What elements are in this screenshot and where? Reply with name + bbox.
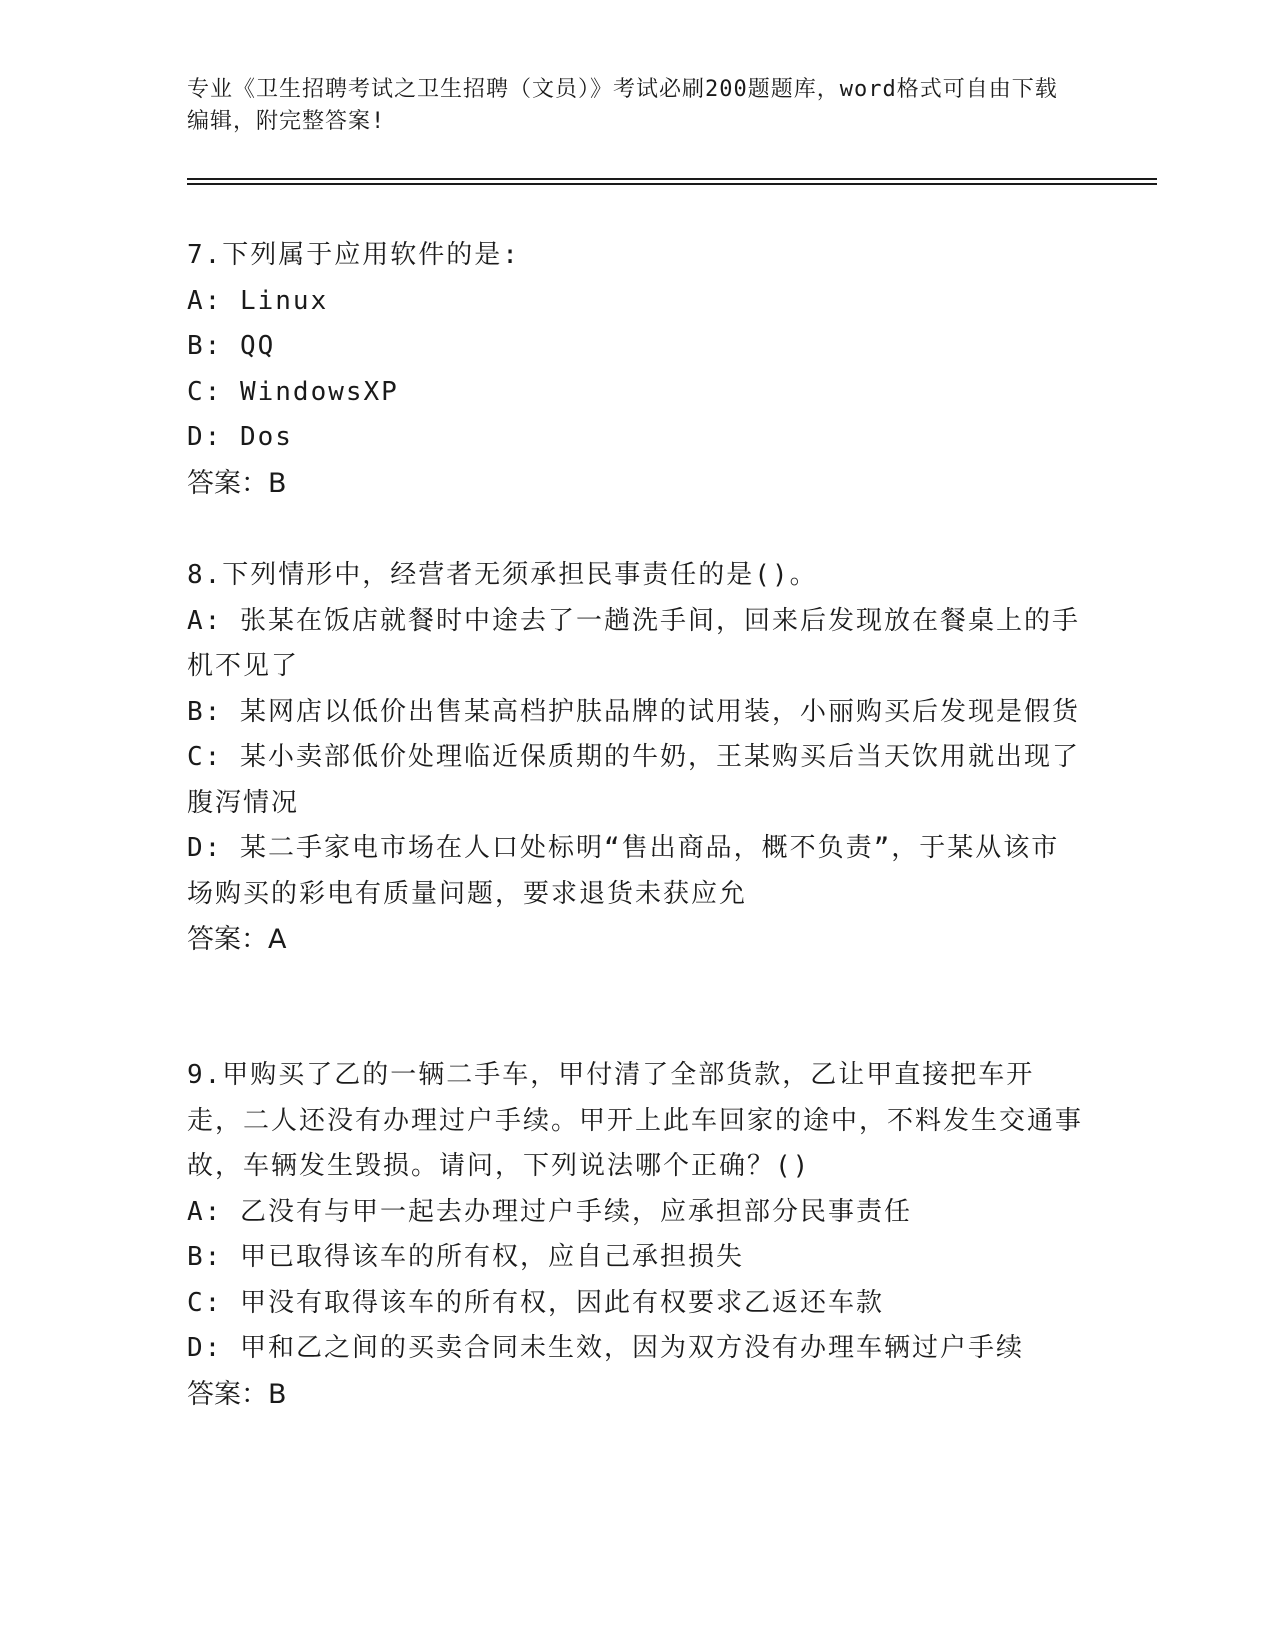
document-header: 专业《卫生招聘考试之卫生招聘（文员）》考试必刷200题题库，word格式可自由下载编辑，附完整答案!	[187, 77, 1058, 134]
option-d: D: 甲和乙之间的买卖合同未生效，因为双方没有办理车辆过户手续	[187, 1333, 1024, 1363]
question-8	[187, 553, 1087, 963]
option-d: D: 某二手家电市场在人口处标明“售出商品，概不负责”，于某从该市场购买的彩电有质量问题，要求退货未获应允	[187, 833, 1060, 909]
option-c: C: WindowsXP	[187, 376, 399, 407]
option-a: A: Linux	[187, 285, 329, 316]
option-a: A: 乙没有与甲一起去办理过户手续，应承担部分民事责任	[187, 1196, 912, 1227]
option-d: D: Dos	[187, 422, 293, 452]
question-9	[187, 1053, 1087, 1417]
option-a: A: 张某在饭店就餐时中途去了一趟洗手间，回来后发现放在餐桌上的手机不见了	[187, 605, 1080, 681]
question-stem: 9.甲购买了乙的一辆二手车，甲付清了全部货款，乙让甲直接把车开走，二人还没有办理过户手续。甲开上此车回家的途中，不料发生交通事故，车辆发生毁损。请问，下列说法哪个正确？()	[187, 1060, 1084, 1181]
header-rule-top	[187, 178, 1157, 180]
header-rule-bottom	[187, 183, 1157, 185]
answer: 答案：A	[187, 924, 287, 955]
option-c: C: 某小卖部低价处理临近保质期的牛奶，王某购买后当天饮用就出现了腹泻情况	[187, 742, 1080, 818]
option-b: B: QQ	[187, 331, 276, 361]
question-stem: 7.下列属于应用软件的是:	[187, 240, 520, 270]
question-7	[187, 233, 1087, 506]
option-c: C: 甲没有取得该车的所有权，因此有权要求乙返还车款	[187, 1287, 884, 1318]
answer: 答案：B	[187, 1378, 287, 1410]
option-b: B: 甲已取得该车的所有权，应自己承担损失	[187, 1242, 744, 1272]
option-b: B: 某网店以低价出售某高档护肤品牌的试用装，小丽购买后发现是假货	[187, 696, 1080, 727]
answer: 答案：B	[187, 467, 287, 499]
question-stem: 8.下列情形中，经营者无须承担民事责任的是()。	[187, 560, 818, 590]
